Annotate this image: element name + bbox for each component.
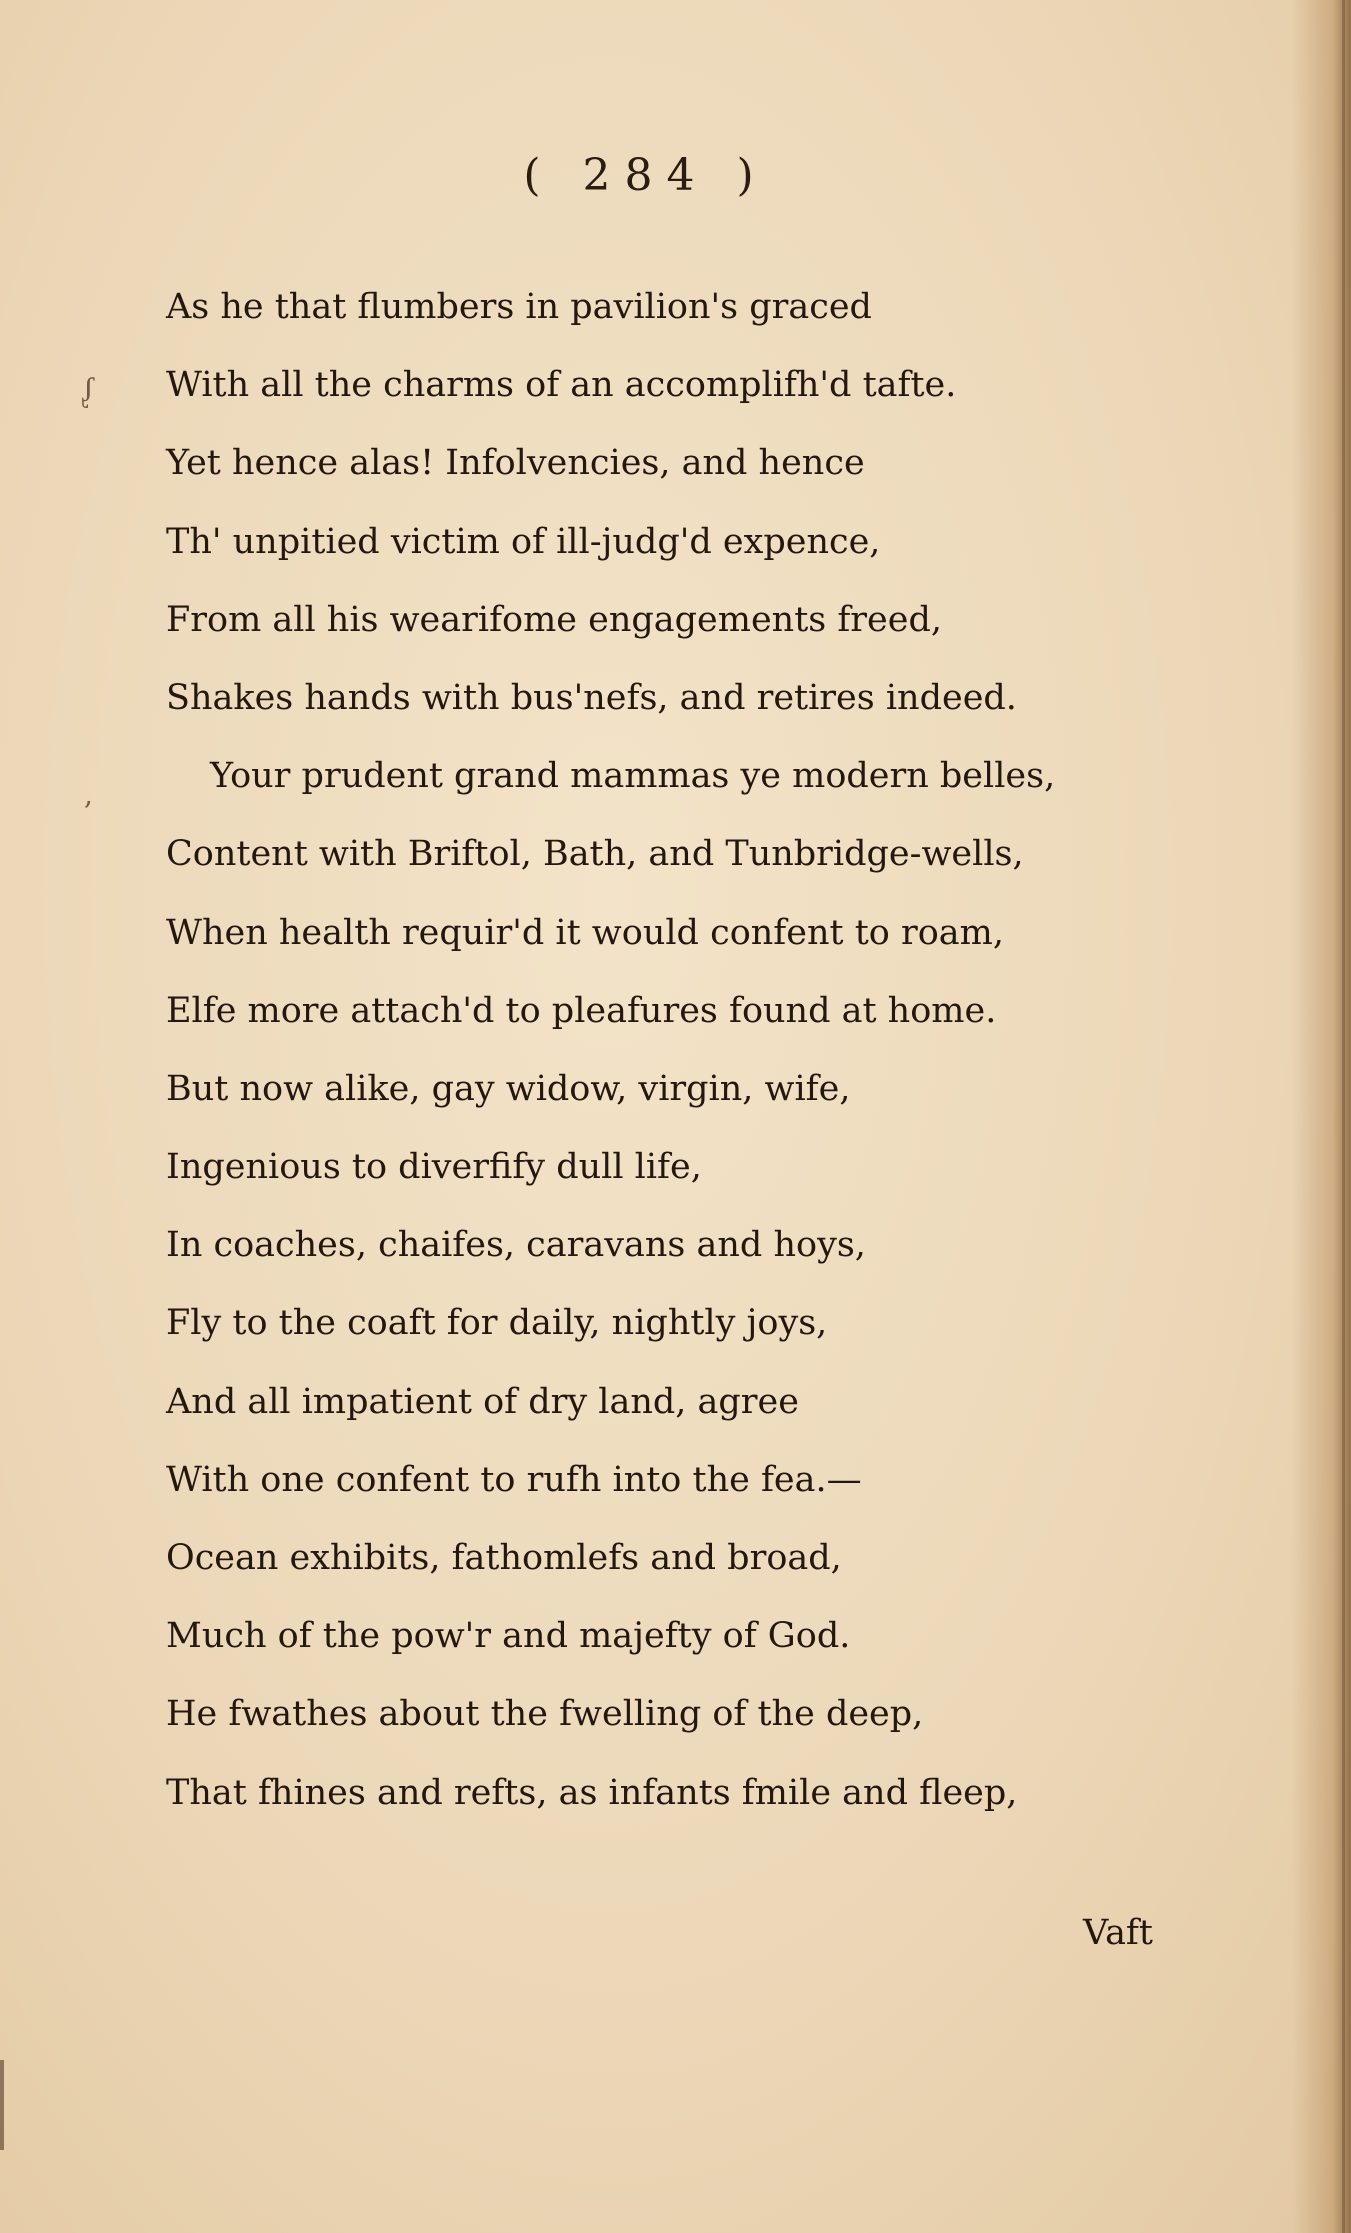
margin-ink-tick: , <box>84 778 93 811</box>
poem-line: With one confent to rufh into the fea.— <box>166 1459 862 1500</box>
poem-line: Yet hence alas! Infolvencies, and hence <box>166 443 865 484</box>
poem-line: Elfe more attach'd to pleafures found at home. <box>166 990 997 1031</box>
poem-line: When health requir'd it would confent to roam, <box>166 912 1004 953</box>
poem-line: Much of the pow'r and majefty of God. <box>166 1616 851 1657</box>
poem-line: Content with Briftol, Bath, and Tunbridge-wells, <box>166 834 1024 875</box>
poem-line: Fly to the coaft for daily, nightly joys, <box>166 1303 828 1344</box>
margin-stain <box>0 2060 4 2150</box>
poem-line: As he that flumbers in pavilion's graced <box>166 287 872 327</box>
poem-line: Ocean exhibits, fathomlefs and broad, <box>166 1538 842 1578</box>
poem-line: But now alike, gay widow, virgin, wife, <box>166 1068 851 1109</box>
poem-line: Ingenious to diverfify dull life, <box>166 1147 702 1188</box>
page-number: ( 284 ) <box>523 150 768 201</box>
poem-line: He fwathes about the fwelling of the deep, <box>166 1694 924 1735</box>
poem-line: That fhines and refts, as infants fmile and fleep, <box>166 1772 1018 1813</box>
poem-line: Th' unpitied victim of ill-judg'd expence, <box>166 521 881 562</box>
poem-line: Shakes hands with bus'nefs, and retires indeed. <box>166 677 1017 718</box>
poem-line: Your prudent grand mammas ye modern belles, <box>210 756 1056 797</box>
poem-line: In coaches, chaifes, caravans and hoys, <box>166 1225 866 1266</box>
poem-line: And all impatient of dry land, agree <box>166 1381 799 1422</box>
margin-ink-mark: ᶘ <box>82 370 97 410</box>
poem-text <box>166 268 1055 1832</box>
poem-line: With all the charms of an accomplifh'd tafte. <box>166 365 957 406</box>
page-edge-line <box>1342 0 1345 2233</box>
poem-line: From all his wearifome engagements freed, <box>166 599 942 640</box>
catchword: Vaft <box>1083 1913 1153 1953</box>
